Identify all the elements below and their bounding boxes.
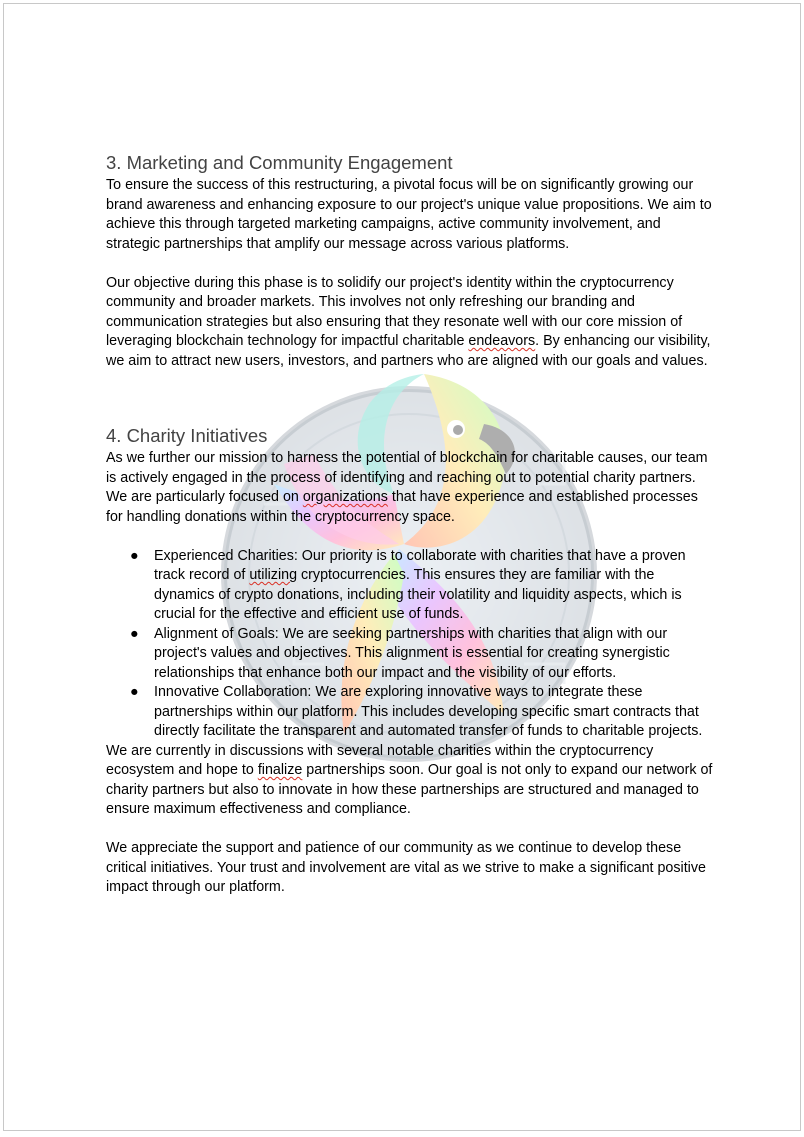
- section-4-paragraph-1: As we further our mission to harness the potential of blockchain for charitable causes, our team is actively engaged in the process of identifying and reaching out to potential charity partners. We are particularly focused on organizations that have experience and established processes for handling donations within the cryptocurrency space.: [106, 450, 708, 525]
- section-4-paragraph-2: We are currently in discussions with several notable charities within the cryptocurrency ecosystem and hope to finalize partnerships soon. Our goal is not only to expand our network of charity partners but also to innovate in how these partnerships are structured and managed to ensure maximum effectiveness and compliance.: [106, 742, 713, 817]
- spellcheck-word[interactable]: endeavors: [468, 333, 536, 349]
- section-3-paragraph-1: To ensure the success of this restructuring, a pivotal focus will be on significantly growing our brand awareness and enhancing exposure to our project's unique value propositions. We aim to achieve this through targeted marketing campaigns, active community involvement, and strategic partnerships that amplify our message across various platforms.: [106, 177, 712, 252]
- section-3-paragraph-2: Our objective during this phase is to solidify our project's identity within the cryptocurrency community and broader markets. This involves not only refreshing our branding and communication strategies but also ensuring that they resonate well with our core mission of leveraging blockchain technology for impactful charitable endeavors. By enhancing our visibility, we aim to attract new users, investors, and partners who are aligned with our goals and values.: [106, 274, 711, 369]
- section-4-heading: 4. Charity Initiatives: [106, 425, 268, 446]
- bullet-icon: ●: [130, 684, 139, 700]
- section-3-heading: 3. Marketing and Community Engagement: [106, 152, 453, 173]
- section-4-paragraph-3: We appreciate the support and patience of our community as we continue to develop these critical initiatives. Your trust and involvement are vital as we strive to make a significant positive impact through our platform.: [106, 840, 706, 895]
- bullet-icon: ●: [130, 625, 139, 642]
- document-page: [3, 3, 801, 1131]
- document-body: [106, 150, 716, 898]
- spellcheck-word[interactable]: utilizing: [249, 567, 298, 583]
- spellcheck-word[interactable]: finalize: [257, 762, 303, 778]
- list-item: ● Alignment of Goals: We are seeking partnerships with charities that align with our project's values and objectives. This alignment is essential for creating synergistic relationships that enhance both our impact and the visibility of our efforts.: [130, 625, 670, 681]
- list-item: ● Innovative Collaboration: We are exploring innovative ways to integrate these partnerships within our platform. This includes developing specific smart contracts that directly facilitate the transparent and automated transfer of funds to charitable projects.: [130, 684, 703, 739]
- list-item: ● Experienced Charities: Our priority is to collaborate with charities that have a proven track record of utilizing cryptocurrencies. This ensures they are familiar with the dynamics of crypto donations, including their volatility and liquidity aspects, which is crucial for the effective and efficient use of funds.: [130, 547, 686, 622]
- spellcheck-word[interactable]: organizations: [302, 489, 388, 505]
- charity-criteria-list: [106, 547, 716, 742]
- bullet-icon: ●: [130, 547, 139, 564]
